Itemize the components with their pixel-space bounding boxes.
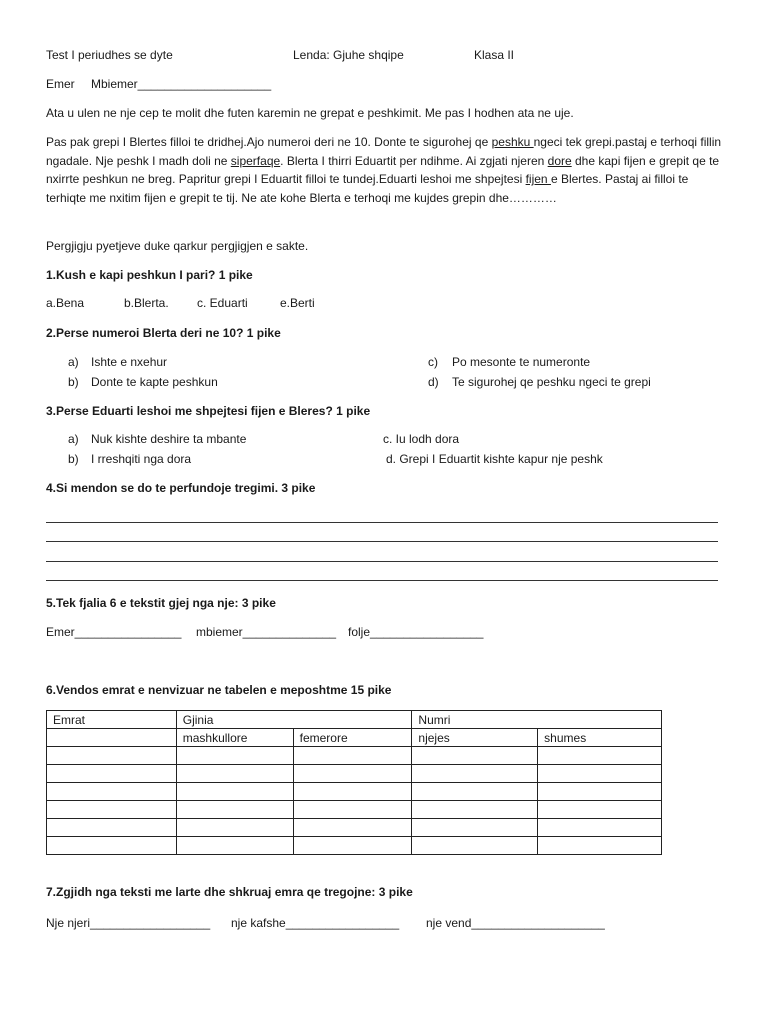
table-row (47, 801, 662, 819)
q1-option-e[interactable]: e.Berti (280, 296, 315, 310)
table-cell[interactable] (538, 783, 662, 801)
header-gjinia: Gjinia (176, 711, 412, 729)
q3-option-a[interactable]: Nuk kishte deshire ta mbante (91, 432, 247, 446)
table-cell[interactable] (412, 747, 538, 765)
test-title: Test I periudhes se dyte (46, 48, 173, 62)
q7-place-field[interactable]: nje vend____________________ (426, 916, 605, 930)
q2-option-c-letter: c) (428, 355, 438, 369)
table-cell[interactable] (538, 801, 662, 819)
last-name-field[interactable]: Mbiemer____________________ (91, 77, 272, 91)
q2-option-d-letter: d) (428, 375, 439, 389)
table-row (47, 837, 662, 855)
table-row (47, 819, 662, 837)
q1-option-a[interactable]: a.Bena (46, 296, 85, 310)
table-cell[interactable] (293, 801, 412, 819)
q2-option-d[interactable]: Te sigurohej qe peshku ngeci te grepi (452, 375, 651, 389)
header-numri: Numri (412, 711, 662, 729)
answer-line-4[interactable] (46, 580, 718, 581)
class-label: Klasa II (474, 48, 515, 62)
nouns-table (46, 710, 662, 855)
table-cell[interactable] (293, 765, 412, 783)
header-shumes: shumes (538, 729, 662, 747)
q2-option-c[interactable]: Po mesonte te numeronte (452, 355, 591, 369)
table-cell[interactable] (47, 819, 177, 837)
answer-line-1[interactable] (46, 522, 718, 523)
table-cell[interactable] (412, 783, 538, 801)
question-3-title: 3.Perse Eduarti leshoi me shpejtesi fijen e Bleres? 1 pike (46, 404, 371, 418)
table-row (47, 747, 662, 765)
table-cell[interactable] (47, 837, 177, 855)
header-njejes: njejes (412, 729, 538, 747)
answer-line-3[interactable] (46, 561, 718, 562)
table-cell[interactable] (176, 747, 293, 765)
q2-option-a[interactable]: Ishte e nxehur (91, 355, 168, 369)
table-cell[interactable] (47, 747, 177, 765)
q5-adjective-field[interactable]: mbiemer______________ (196, 625, 337, 639)
q2-option-a-letter: a) (68, 355, 79, 369)
table-cell[interactable] (293, 819, 412, 837)
table-cell[interactable] (176, 837, 293, 855)
table-cell[interactable] (293, 837, 412, 855)
underlined-noun-peshku: peshku (491, 135, 534, 149)
table-cell[interactable] (176, 801, 293, 819)
question-6-title: 6.Vendos emrat e nenvizuar ne tabelen e meposhtme 15 pike (46, 683, 392, 697)
q3-option-c[interactable]: c. Iu lodh dora (383, 432, 460, 446)
table-cell[interactable] (176, 765, 293, 783)
question-5-title: 5.Tek fjalia 6 e tekstit gjej nga nje: 3 pike (46, 596, 276, 610)
underlined-noun-fijen: fijen (525, 172, 551, 186)
table-cell[interactable] (47, 801, 177, 819)
table-row (47, 783, 662, 801)
intro-paragraph: Ata u ulen ne nje cep te molit dhe futen karemin ne grepat e peshkimit. Me pas I hodhen ata ne uje. (46, 106, 574, 120)
table-cell[interactable] (293, 747, 412, 765)
q3-option-b-letter: b) (68, 452, 79, 466)
q3-option-b[interactable]: I rreshqiti nga dora (91, 452, 192, 466)
table-cell[interactable] (412, 765, 538, 783)
q1-option-c[interactable]: c. Eduarti (197, 296, 248, 310)
header-emrat: Emrat (47, 711, 177, 729)
underlined-noun-siperfaqe: siperfaqe (230, 153, 281, 168)
table-cell[interactable] (412, 837, 538, 855)
q2-option-b-letter: b) (68, 375, 79, 389)
header-femerore: femerore (293, 729, 412, 747)
table-cell[interactable] (538, 819, 662, 837)
story-paragraph: Pas pak grepi I Blertes filloi te dridhej.Ajo numeroi deri ne 10. Donte te sigurohej qe peshku ngeci tek grepi.pastaj e terhoqi fillin ngadale. Nje peshk I madh doli ne siperfaqe. Blerta I thirri Eduartit per ndihme. Ai zgjati njeren dore dhe kapi fijen e grepit qe te nxirrte peshkun ne breg. Papritur grepi I Eduartit filloi te tundej.Eduarti leshoi me shpejtesi fijen e Blertes. Pastaj ai filloi te terhiqte me nxitim fijen e grepit te tij. Ne ate kohe Blerta e terhoqi me kujdes grepin dhe………… (46, 135, 722, 205)
first-name-label: Emer (46, 77, 75, 91)
answer-line-2[interactable] (46, 541, 718, 542)
table-cell[interactable] (176, 783, 293, 801)
table-cell[interactable] (47, 783, 177, 801)
instruction-text: Pergjigju pyetjeve duke qarkur pergjigjen e sakte. (46, 239, 309, 253)
q1-option-b[interactable]: b.Blerta. (124, 296, 169, 310)
table-cell[interactable] (47, 729, 177, 747)
question-4-title: 4.Si mendon se do te perfundoje tregimi. 3 pike (46, 481, 316, 495)
q5-verb-field[interactable]: folje_________________ (348, 625, 484, 639)
q3-option-a-letter: a) (68, 432, 79, 446)
q3-option-d[interactable]: d. Grepi I Eduartit kishte kapur nje peshk (386, 452, 603, 466)
table-cell[interactable] (176, 819, 293, 837)
header-mashkullore: mashkullore (176, 729, 293, 747)
table-cell[interactable] (293, 783, 412, 801)
q7-animal-field[interactable]: nje kafshe_________________ (231, 916, 400, 930)
question-2-title: 2.Perse numeroi Blerta deri ne 10? 1 pike (46, 326, 281, 340)
table-cell[interactable] (412, 819, 538, 837)
table-cell[interactable] (412, 801, 538, 819)
table-cell[interactable] (538, 747, 662, 765)
table-cell[interactable] (538, 765, 662, 783)
underlined-noun-dore: dore (547, 153, 572, 168)
table-cell[interactable] (538, 837, 662, 855)
q5-noun-field[interactable]: Emer________________ (46, 625, 182, 639)
subject-label: Lenda: Gjuhe shqipe (293, 48, 404, 62)
question-1-title: 1.Kush e kapi peshkun I pari? 1 pike (46, 268, 253, 282)
q2-option-b[interactable]: Donte te kapte peshkun (91, 375, 218, 389)
table-row (47, 765, 662, 783)
q7-person-field[interactable]: Nje njeri__________________ (46, 916, 211, 930)
table-cell[interactable] (47, 765, 177, 783)
question-7-title: 7.Zgjidh nga teksti me larte dhe shkruaj emra qe tregojne: 3 pike (46, 885, 413, 899)
